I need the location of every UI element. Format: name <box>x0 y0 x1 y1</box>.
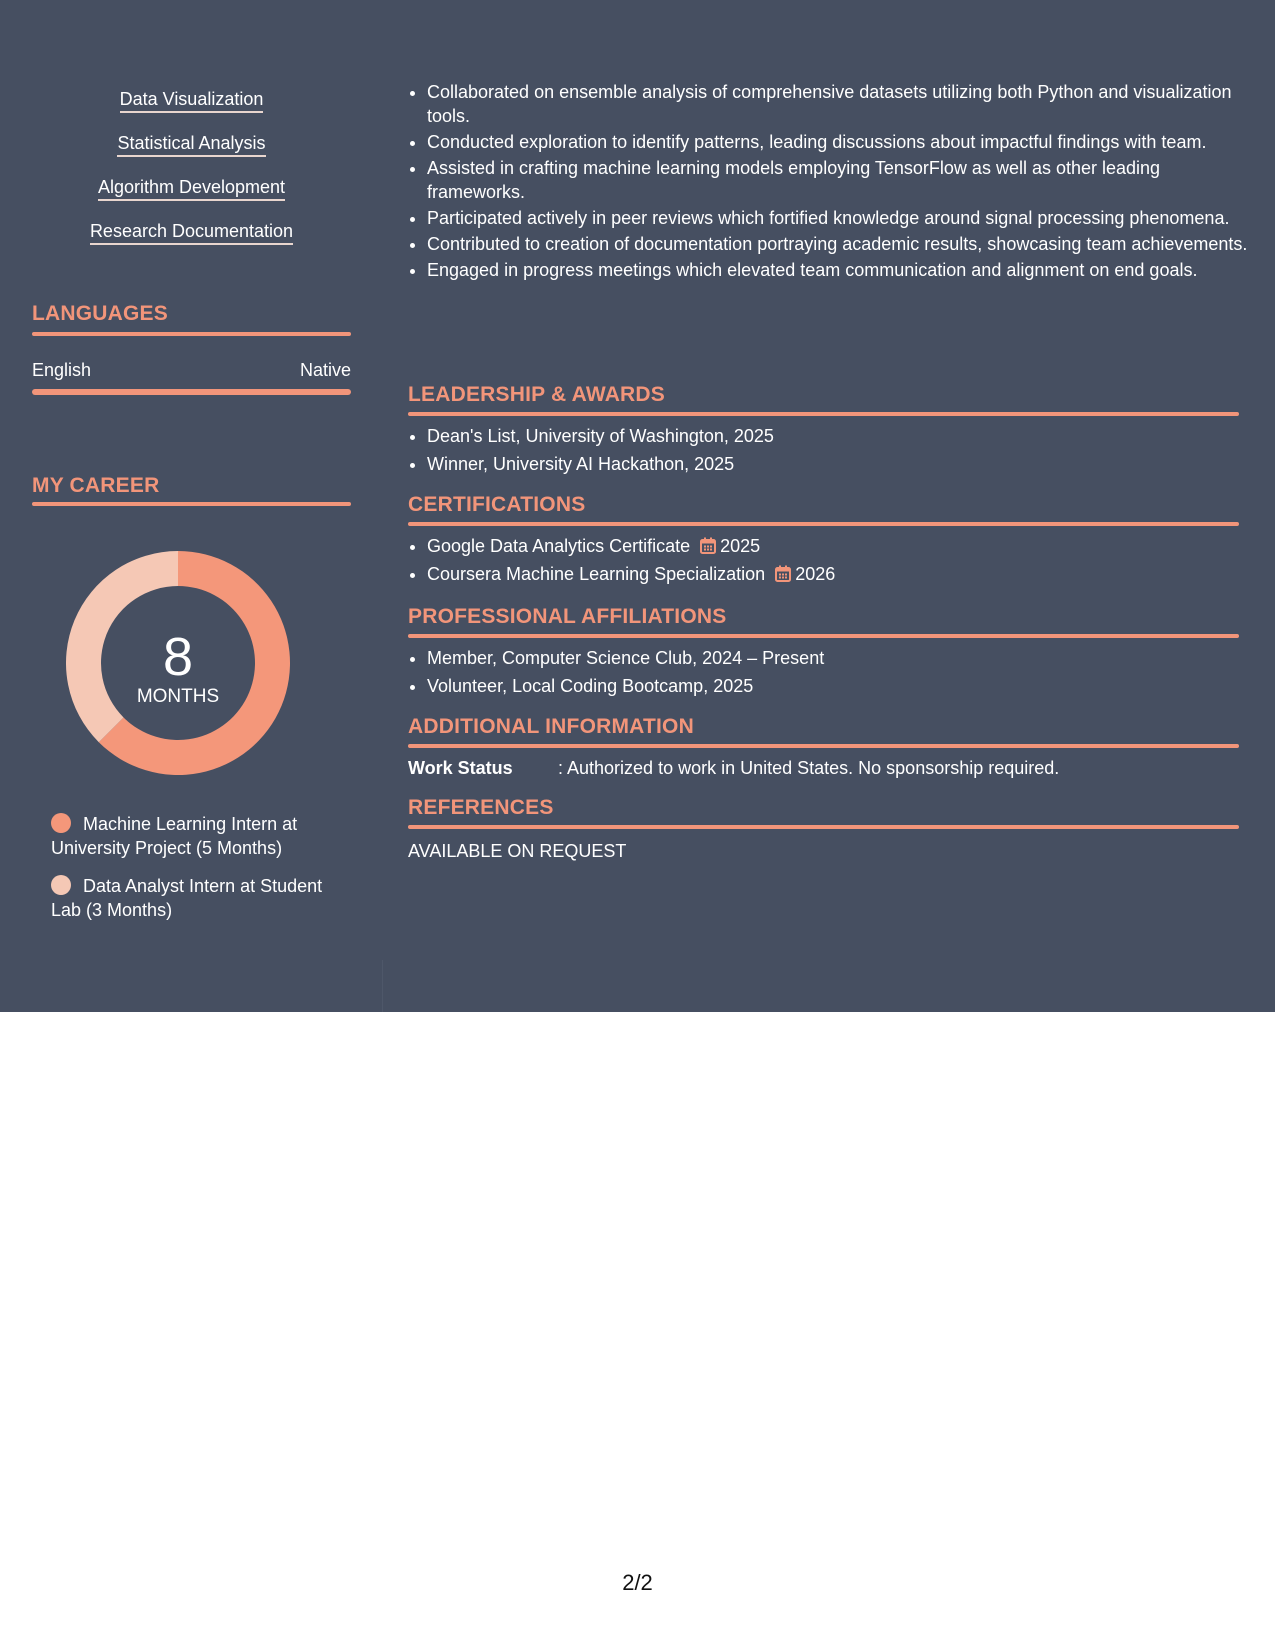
list-item: • Collaborated on ensemble analysis of comprehensive datasets utilizing both Python and visualization tools. <box>427 80 1258 128</box>
leadership-section <box>408 381 1239 480</box>
references-title: REFERENCES <box>408 796 554 819</box>
list-item <box>427 534 1239 558</box>
list-item: • Dean's List, University of Washington, 2025 <box>427 424 1239 448</box>
skill-item: Statistical Analysis <box>117 131 265 157</box>
language-row <box>32 358 351 382</box>
section-rule <box>408 522 1239 526</box>
career-title: MY CAREER <box>32 474 160 497</box>
page-number: 2/2 <box>622 1570 653 1595</box>
affiliations-title: PROFESSIONAL AFFILIATIONS <box>408 605 727 628</box>
career-total-unit: MONTHS <box>136 686 220 707</box>
certification-name: Coursera Machine Learning Specialization <box>427 564 766 584</box>
list-item: • Contributed to creation of documentation portraying academic results, showcasing team achievements. <box>427 232 1258 256</box>
legend-item <box>51 874 341 922</box>
list-item: • Member, Computer Science Club, 2024 – Present <box>427 646 1239 670</box>
list-item: • Winner, University AI Hackathon, 2025 <box>427 452 1239 476</box>
calendar-icon <box>700 537 716 554</box>
list-item: • Conducted exploration to identify patterns, leading discussions about impactful findings with team. <box>427 130 1258 154</box>
column-divider <box>382 960 383 1012</box>
section-rule <box>408 412 1239 416</box>
list-item: • Engaged in progress meetings which elevated team communication and alignment on end goals. <box>427 258 1258 282</box>
career-legend <box>51 812 341 936</box>
list-item: • Volunteer, Local Coding Bootcamp, 2025 <box>427 674 1239 698</box>
certification-year: 2026 <box>795 564 836 584</box>
references-text: AVAILABLE ON REQUEST <box>408 841 627 861</box>
skill-item: Research Documentation <box>90 219 293 245</box>
list-item: • Participated actively in peer reviews which fortified knowledge around signal processing phenomena. <box>427 206 1258 230</box>
additional-info-section <box>408 713 1239 780</box>
career-total-value: 8 <box>162 627 194 687</box>
leadership-title: LEADERSHIP & AWARDS <box>408 383 665 406</box>
legend-item <box>51 812 341 860</box>
languages-title: LANGUAGES <box>32 302 168 325</box>
legend-dot <box>51 875 71 895</box>
work-status-label: Work Status <box>408 758 513 778</box>
language-name: English <box>32 360 92 380</box>
calendar-icon <box>775 565 791 582</box>
section-rule <box>408 744 1239 748</box>
languages-section <box>32 300 351 336</box>
certification-name: Google Data Analytics Certificate <box>427 536 691 556</box>
section-rule <box>408 825 1239 829</box>
legend-label: Machine Learning Intern at University Project (5 Months) <box>51 814 298 858</box>
affiliations-section <box>408 603 1239 702</box>
section-rule <box>32 502 351 506</box>
section-rule <box>408 634 1239 638</box>
skill-item: Algorithm Development <box>98 175 285 201</box>
work-status <box>408 756 1239 780</box>
skills-list <box>32 87 351 263</box>
references-section <box>408 794 1239 863</box>
legend-label: Data Analyst Intern at Student Lab (3 Months) <box>51 876 323 920</box>
language-level-bar <box>32 389 351 395</box>
donut-segment-2 <box>66 551 178 742</box>
experience-bullets <box>408 80 1258 284</box>
work-status-value: : Authorized to work in United States. No sponsorship required. <box>558 758 1060 778</box>
certifications-title: CERTIFICATIONS <box>408 493 586 516</box>
language-level: Native <box>299 360 351 380</box>
legend-dot <box>51 813 71 833</box>
additional-info-title: ADDITIONAL INFORMATION <box>408 715 694 738</box>
skill-item: Data Visualization <box>120 87 264 113</box>
career-section <box>32 472 351 506</box>
certifications-section <box>408 491 1239 590</box>
section-rule <box>32 332 351 336</box>
list-item: • Assisted in crafting machine learning models employing TensorFlow as well as other leading frameworks. <box>427 156 1258 204</box>
list-item <box>427 562 1239 586</box>
certification-year: 2025 <box>720 536 761 556</box>
career-donut-chart <box>66 551 290 775</box>
